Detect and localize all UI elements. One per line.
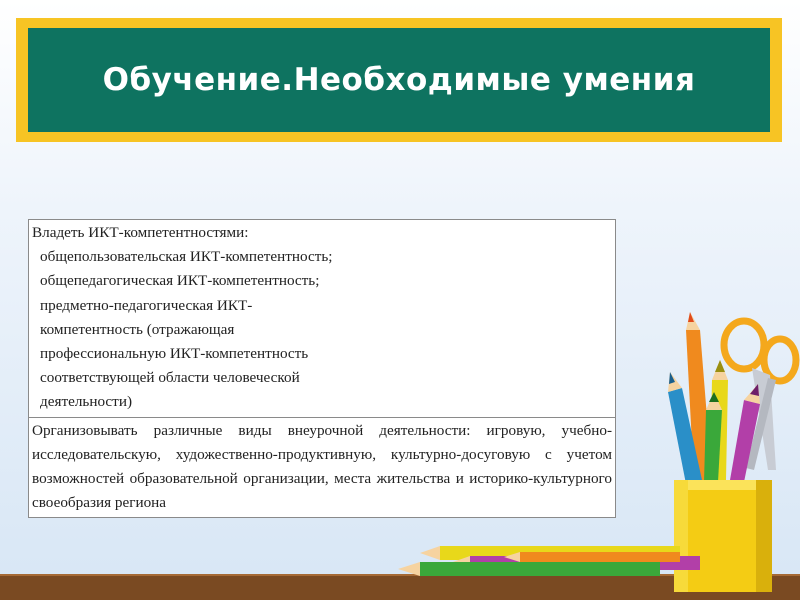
list-item-continuation: деятельности) [40, 393, 133, 411]
ict-intro: Владеть ИКТ-компетентностями: [32, 224, 249, 241]
table-row [29, 220, 616, 418]
pencil-icon [704, 392, 722, 482]
table-cell-activities: Организовывать различные виды внеурочной деятельности: игровую, учебно-исследовательскую, художественно-продуктивную, культурно-досуговую с учетом возможностей образовательной организации, места жительства и историко-культурного своеобразия региона [29, 417, 616, 518]
pencil-icon [686, 312, 712, 482]
list-item: общепедагогическая ИКТ-компетентность; [40, 272, 320, 290]
list-item: предметно-педагогическая ИКТ- [40, 296, 253, 314]
slide-title: Обучение.Необходимые умения [102, 62, 696, 98]
table-cell-ict [29, 220, 616, 418]
list-item-continuation: компетентность (отражающая [40, 320, 235, 338]
pencil-icon [710, 360, 728, 480]
crayon-icon [504, 552, 680, 562]
pencil-icon [730, 384, 760, 482]
list-item-continuation: профессиональную ИКТ-компетентность [40, 345, 309, 363]
list-item: общепользовательская ИКТ-компетентность; [40, 248, 333, 266]
table-row [29, 417, 616, 518]
crayon-icon [420, 546, 680, 560]
scissors-icon [724, 321, 796, 470]
floor [0, 576, 800, 600]
list-item-continuation: соответствующей области человеческой [40, 369, 300, 387]
pencil-icon [668, 372, 702, 484]
chalkboard [28, 28, 770, 132]
chalkboard-frame [16, 18, 782, 142]
crayon-icon [450, 556, 700, 570]
skills-table [28, 219, 616, 518]
